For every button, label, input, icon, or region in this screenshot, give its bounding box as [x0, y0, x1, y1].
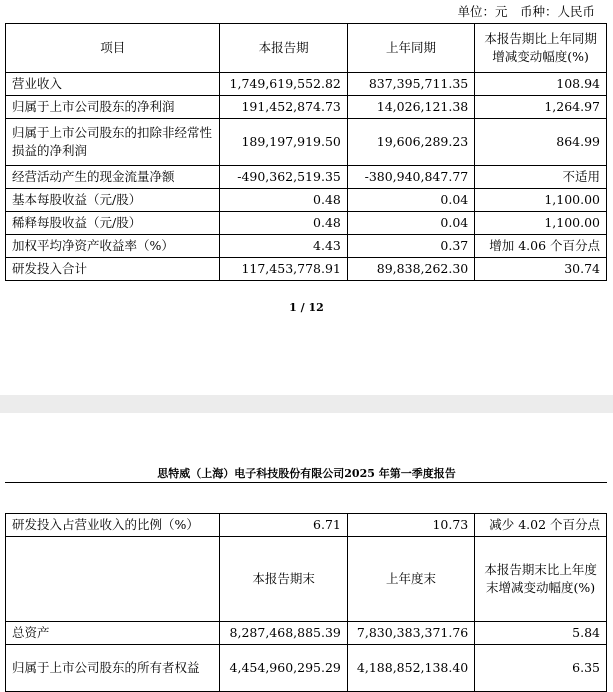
row-label: 研发投入占营业收入的比例（%）	[6, 514, 220, 537]
cell-prior: 4,188,852,138.40	[347, 645, 474, 692]
table-row	[6, 96, 607, 119]
cell-current: 4,454,960,295.29	[220, 645, 347, 692]
row-label: 归属于上市公司股东的扣除非经常性损益的净利润	[6, 119, 220, 166]
table-header-row	[6, 537, 607, 622]
report-title: 思特威（上海）电子科技股份有限公司2025 年第一季度报告	[157, 467, 456, 480]
header-prior-period: 上年同期	[347, 24, 474, 73]
row-label: 加权平均净资产收益率（%）	[6, 235, 220, 258]
cell-change: 6.35	[475, 645, 607, 692]
cell-prior: 0.04	[347, 212, 474, 235]
cell-prior: 89,838,262.30	[347, 258, 474, 281]
cell-current: 117,453,778.91	[220, 258, 347, 281]
cell-prior: 19,606,289.23	[347, 119, 474, 166]
header-blank	[6, 537, 220, 622]
cell-change: 864.99	[475, 119, 607, 166]
unit-currency-label: 单位：元 币种：人民币	[457, 4, 595, 19]
header-change-pct: 本报告期比上年同期增减变动幅度(%)	[475, 24, 607, 73]
cell-current: 189,197,919.50	[220, 119, 347, 166]
header-item: 项目	[6, 24, 220, 73]
cell-prior: 10.73	[347, 514, 474, 537]
row-label: 总资产	[6, 622, 220, 645]
table-row	[6, 166, 607, 189]
row-label: 基本每股收益（元/股）	[6, 189, 220, 212]
cell-current: 0.48	[220, 189, 347, 212]
header-period-end: 本报告期末	[220, 537, 347, 622]
financial-data-table-balance	[5, 513, 607, 692]
cell-change: 增加 4.06 个百分点	[475, 235, 607, 258]
table-row	[6, 119, 607, 166]
table-row	[6, 258, 607, 281]
cell-change: 5.84	[475, 622, 607, 645]
row-label: 研发投入合计	[6, 258, 220, 281]
row-label: 营业收入	[6, 73, 220, 96]
table-row	[6, 189, 607, 212]
page-number: 1 / 12	[289, 301, 324, 314]
table-row	[6, 235, 607, 258]
cell-change: 1,100.00	[475, 189, 607, 212]
header-current-period: 本报告期	[220, 24, 347, 73]
row-label: 经营活动产生的现金流量净额	[6, 166, 220, 189]
cell-prior: 14,026,121.38	[347, 96, 474, 119]
cell-current: 1,749,619,552.82	[220, 73, 347, 96]
row-label: 稀释每股收益（元/股）	[6, 212, 220, 235]
cell-current: 4.43	[220, 235, 347, 258]
table-row	[6, 622, 607, 645]
table-header-row	[6, 24, 607, 73]
header-change-pct: 本报告期末比上年度末增减变动幅度(%)	[475, 537, 607, 622]
cell-current: 6.71	[220, 514, 347, 537]
table-row	[6, 514, 607, 537]
header-prior-year-end: 上年度末	[347, 537, 474, 622]
cell-change: 不适用	[475, 166, 607, 189]
financial-data-table-current	[5, 23, 607, 281]
cell-prior: 0.37	[347, 235, 474, 258]
cell-current: 0.48	[220, 212, 347, 235]
row-label: 归属于上市公司股东的所有者权益	[6, 645, 220, 692]
cell-change: 108.94	[475, 73, 607, 96]
cell-prior: -380,940,847.77	[347, 166, 474, 189]
table-row	[6, 212, 607, 235]
cell-prior: 0.04	[347, 189, 474, 212]
row-label: 归属于上市公司股东的净利润	[6, 96, 220, 119]
cell-change: 减少 4.02 个百分点	[475, 514, 607, 537]
page-separator	[0, 395, 613, 413]
cell-current: 191,452,874.73	[220, 96, 347, 119]
cell-current: -490,362,519.35	[220, 166, 347, 189]
cell-change: 30.74	[475, 258, 607, 281]
cell-prior: 837,395,711.35	[347, 73, 474, 96]
cell-prior: 7,830,383,371.76	[347, 622, 474, 645]
title-divider	[5, 482, 607, 483]
cell-current: 8,287,468,885.39	[220, 622, 347, 645]
cell-change: 1,100.00	[475, 212, 607, 235]
table-row	[6, 645, 607, 692]
table-row	[6, 73, 607, 96]
cell-change: 1,264.97	[475, 96, 607, 119]
